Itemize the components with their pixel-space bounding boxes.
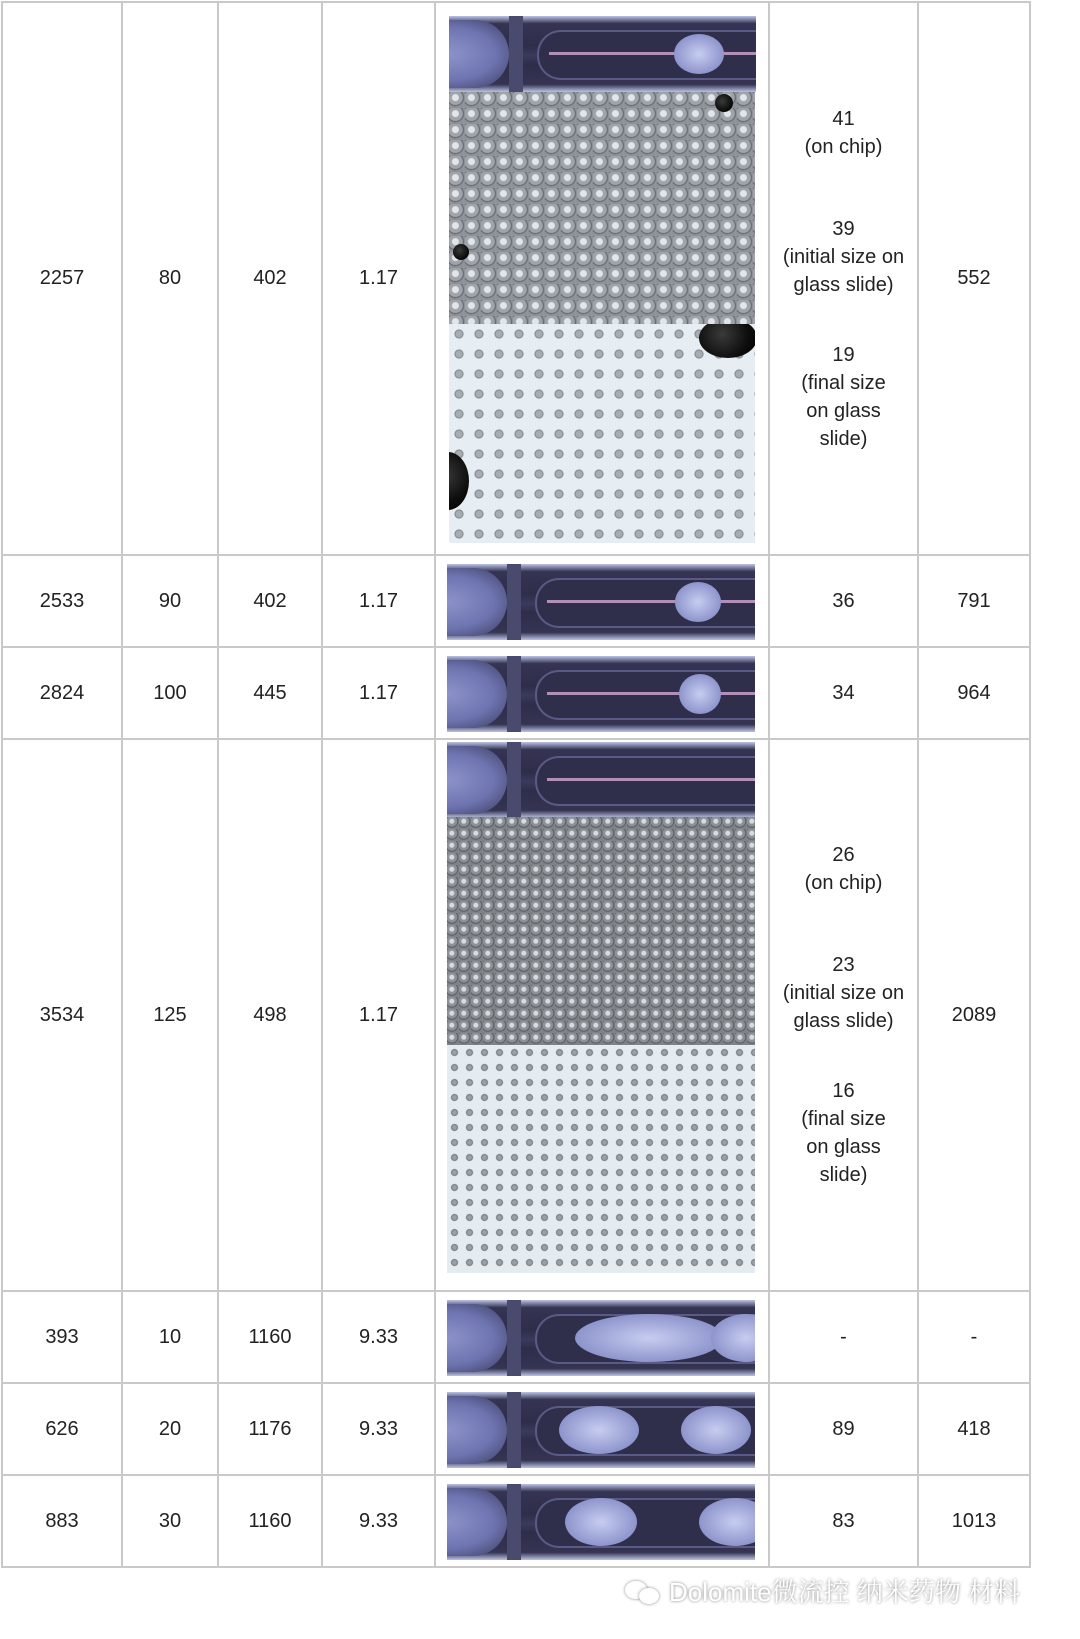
droplet-images-cell	[435, 1291, 769, 1383]
size-on-chip-note: (on chip)	[804, 872, 883, 894]
table-row	[2, 2, 1030, 555]
size-initial: 39	[832, 217, 855, 240]
on-chip-droplets-micrograph	[447, 817, 755, 1045]
droplet-size-cell	[769, 739, 918, 1291]
droplet-images-cell	[435, 647, 769, 739]
size-initial: 23	[832, 954, 855, 976]
droplet-images-cell	[435, 2, 769, 555]
size-final-note: (final size on glass slide)	[801, 1108, 886, 1186]
table-row	[2, 1475, 1030, 1567]
size-initial-note: (initial size on glass slide)	[782, 982, 905, 1032]
cell-value: 1176	[218, 1383, 322, 1475]
cell-value: 20	[122, 1383, 218, 1475]
cell-value: 80	[122, 2, 218, 555]
cell-value: 402	[218, 555, 322, 647]
cell-value: 418	[918, 1383, 1030, 1475]
table-row	[2, 1383, 1030, 1475]
chip-micrograph	[447, 1300, 755, 1376]
size-on-chip-note: (on chip)	[804, 135, 883, 158]
cell-value: 1.17	[322, 647, 435, 739]
glass-slide-droplets-micrograph	[447, 1045, 755, 1273]
chip-micrograph	[447, 564, 755, 640]
cell-value: 90	[122, 555, 218, 647]
cell-value: 498	[218, 739, 322, 1291]
cell-value: 9.33	[322, 1475, 435, 1567]
chip-micrograph	[447, 1484, 755, 1560]
size-on-chip: 41	[832, 107, 855, 130]
cell-value: 100	[122, 647, 218, 739]
size-final-note: (final size on glass slide)	[801, 371, 886, 450]
cell-value: 1.17	[322, 739, 435, 1291]
cell-value: 125	[122, 739, 218, 1291]
size-final: 19	[832, 343, 855, 366]
cell-value: -	[918, 1291, 1030, 1383]
cell-value: 2257	[2, 2, 122, 555]
size-on-chip: 26	[832, 844, 855, 866]
cell-value: 10	[122, 1291, 218, 1383]
cell-value: 1160	[218, 1475, 322, 1567]
cell-value: 1160	[218, 1291, 322, 1383]
chip-micrograph	[447, 656, 755, 732]
table-row	[2, 647, 1030, 739]
cell-value: 402	[218, 2, 322, 555]
on-chip-droplets-micrograph	[449, 92, 755, 324]
cell-value: 83	[769, 1475, 918, 1567]
cell-value: 2533	[2, 555, 122, 647]
cell-value: 1013	[918, 1475, 1030, 1567]
table-row	[2, 1291, 1030, 1383]
chip-micrograph	[447, 742, 755, 818]
cell-value: 1.17	[322, 2, 435, 555]
cell-value: 9.33	[322, 1291, 435, 1383]
watermark-text: Dolomite微流控 纳米药物 材料	[669, 1577, 1021, 1607]
chip-micrograph	[449, 16, 756, 92]
droplet-images-cell	[435, 555, 769, 647]
cell-value: -	[769, 1291, 918, 1383]
droplet-images-cell	[435, 739, 769, 1291]
chip-micrograph	[447, 1392, 755, 1468]
cell-value: 393	[2, 1291, 122, 1383]
watermark	[625, 1572, 1020, 1609]
droplet-size-cell	[769, 2, 918, 555]
cell-value: 445	[218, 647, 322, 739]
size-final: 16	[832, 1080, 855, 1102]
wechat-icon	[625, 1579, 663, 1605]
cell-value: 2824	[2, 647, 122, 739]
droplet-images-cell	[435, 1475, 769, 1567]
cell-value: 30	[122, 1475, 218, 1567]
results-table	[1, 1, 1031, 1568]
glass-slide-droplets-micrograph	[449, 324, 755, 543]
cell-value: 34	[769, 647, 918, 739]
cell-value: 883	[2, 1475, 122, 1567]
cell-value: 791	[918, 555, 1030, 647]
cell-value: 3534	[2, 739, 122, 1291]
table-row	[2, 739, 1030, 1291]
table-row	[2, 555, 1030, 647]
cell-value: 9.33	[322, 1383, 435, 1475]
cell-value: 89	[769, 1383, 918, 1475]
droplet-images-cell	[435, 1383, 769, 1475]
cell-value: 964	[918, 647, 1030, 739]
cell-value: 2089	[918, 739, 1030, 1291]
size-initial-note: (initial size on glass slide)	[782, 245, 905, 296]
cell-value: 1.17	[322, 555, 435, 647]
cell-value: 36	[769, 555, 918, 647]
cell-value: 626	[2, 1383, 122, 1475]
cell-value: 552	[918, 2, 1030, 555]
